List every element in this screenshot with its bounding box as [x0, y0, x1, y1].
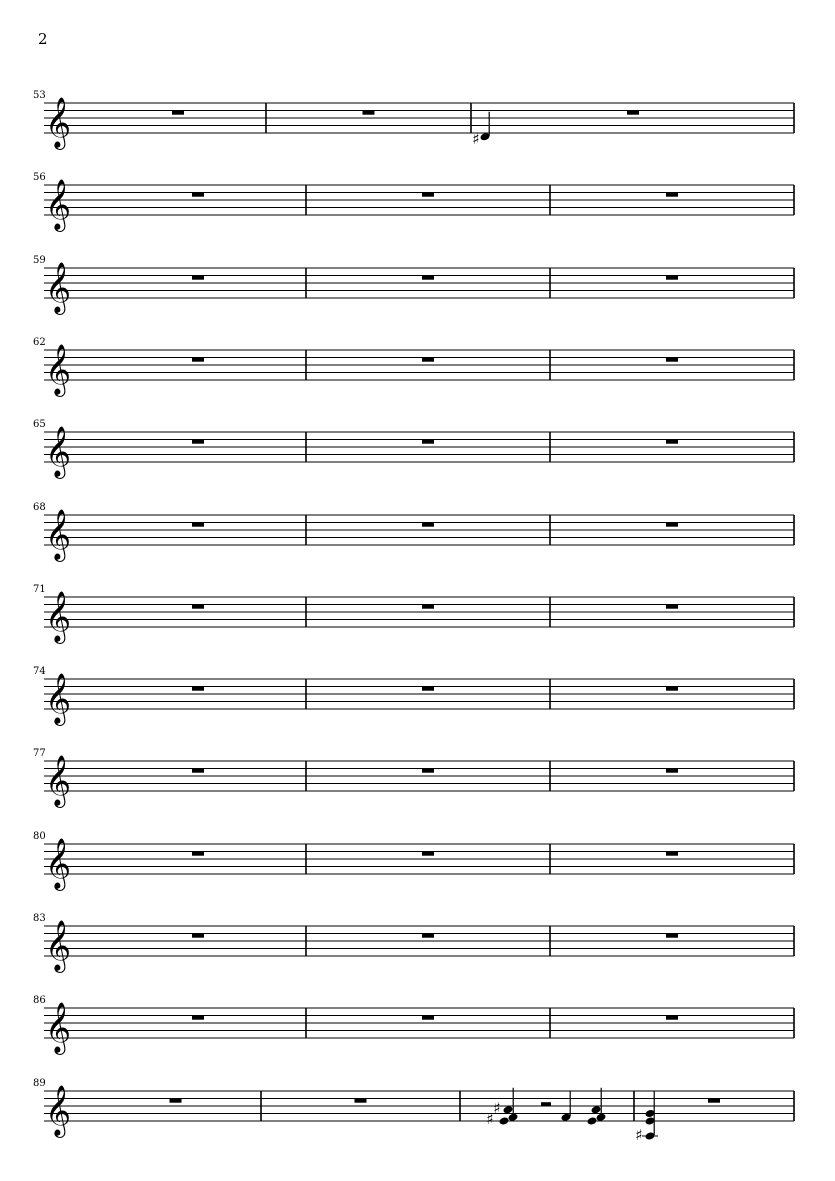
whole-rest — [422, 934, 434, 938]
whole-rest — [666, 852, 678, 856]
whole-rest — [666, 276, 678, 280]
whole-rest — [666, 358, 678, 362]
measure-number: 89 — [33, 1078, 46, 1089]
sharp-icon: ♯ — [472, 129, 480, 148]
sharp-icon: ♯ — [493, 1098, 501, 1117]
whole-rest — [355, 1099, 367, 1103]
whole-rest — [422, 852, 434, 856]
measure-number: 53 — [33, 90, 46, 101]
measure-number: 68 — [33, 502, 46, 513]
sharp-icon: ♯ — [635, 1126, 643, 1144]
whole-rest — [192, 193, 204, 197]
whole-rest — [192, 440, 204, 444]
whole-rest — [708, 1099, 720, 1103]
measure-number: 71 — [33, 584, 46, 595]
treble-clef-icon: 𝄞 — [45, 426, 72, 477]
measure-number: 86 — [33, 995, 46, 1006]
page-number: 2 — [38, 30, 48, 48]
treble-clef-icon: 𝄞 — [45, 97, 72, 148]
treble-clef-icon: 𝄞 — [45, 1085, 72, 1136]
staff-system — [33, 584, 794, 644]
treble-clef-icon: 𝄞 — [45, 755, 72, 806]
whole-rest — [666, 440, 678, 444]
staff-system — [33, 419, 794, 479]
treble-clef-icon: 𝄞 — [45, 920, 72, 971]
whole-rest — [422, 193, 434, 197]
whole-rest — [666, 523, 678, 527]
measure-number: 77 — [33, 748, 46, 759]
whole-rest — [422, 1016, 434, 1020]
staff-system — [33, 502, 794, 562]
staff-system — [33, 255, 794, 315]
measure-number: 80 — [33, 831, 46, 842]
staff-system — [33, 337, 794, 397]
whole-rest — [192, 523, 204, 527]
whole-rest — [192, 852, 204, 856]
whole-rest — [192, 1016, 204, 1020]
measure-number: 59 — [33, 255, 46, 266]
staff-system — [33, 995, 794, 1055]
whole-rest — [363, 111, 375, 115]
whole-rest — [666, 934, 678, 938]
measure-number: 74 — [33, 666, 46, 677]
staff-system — [33, 831, 794, 891]
staff-system — [33, 172, 794, 232]
chord-note — [587, 1116, 598, 1125]
treble-clef-icon: 𝄞 — [45, 344, 72, 395]
whole-rest — [192, 276, 204, 280]
whole-rest — [422, 276, 434, 280]
half-rest — [541, 1102, 551, 1106]
staff-system — [33, 1078, 794, 1144]
whole-rest — [192, 605, 204, 609]
whole-rest — [170, 1099, 182, 1103]
whole-rest — [422, 523, 434, 527]
whole-rest — [627, 111, 639, 115]
sharp-icon: ♯ — [486, 1110, 494, 1128]
whole-rest — [666, 1016, 678, 1020]
measure-number: 56 — [33, 172, 46, 183]
treble-clef-icon: 𝄞 — [45, 1002, 72, 1053]
whole-rest — [192, 358, 204, 362]
chord-note — [503, 1105, 514, 1114]
whole-rest — [422, 769, 434, 773]
treble-clef-icon: 𝄞 — [45, 673, 72, 724]
measure-number: 83 — [33, 913, 46, 924]
whole-rest — [192, 769, 204, 773]
whole-rest — [666, 193, 678, 197]
treble-clef-icon: 𝄞 — [45, 838, 72, 889]
treble-clef-icon: 𝄞 — [45, 262, 72, 313]
treble-clef-icon: 𝄞 — [45, 509, 72, 560]
whole-rest — [192, 687, 204, 691]
staff-system — [33, 913, 794, 973]
treble-clef-icon: 𝄞 — [45, 591, 72, 642]
measure-number: 62 — [33, 337, 46, 348]
whole-rest — [422, 687, 434, 691]
whole-rest — [666, 687, 678, 691]
chord-note — [591, 1105, 602, 1114]
whole-rest — [422, 440, 434, 444]
whole-rest — [422, 605, 434, 609]
staff-system — [33, 90, 794, 150]
chord-note — [499, 1116, 510, 1125]
whole-rest — [172, 111, 184, 115]
whole-rest — [666, 605, 678, 609]
whole-rest — [422, 358, 434, 362]
measure-number: 65 — [33, 419, 46, 430]
staff-system — [33, 748, 794, 808]
whole-rest — [192, 934, 204, 938]
staff-system — [33, 666, 794, 726]
treble-clef-icon: 𝄞 — [45, 179, 72, 230]
whole-rest — [666, 769, 678, 773]
